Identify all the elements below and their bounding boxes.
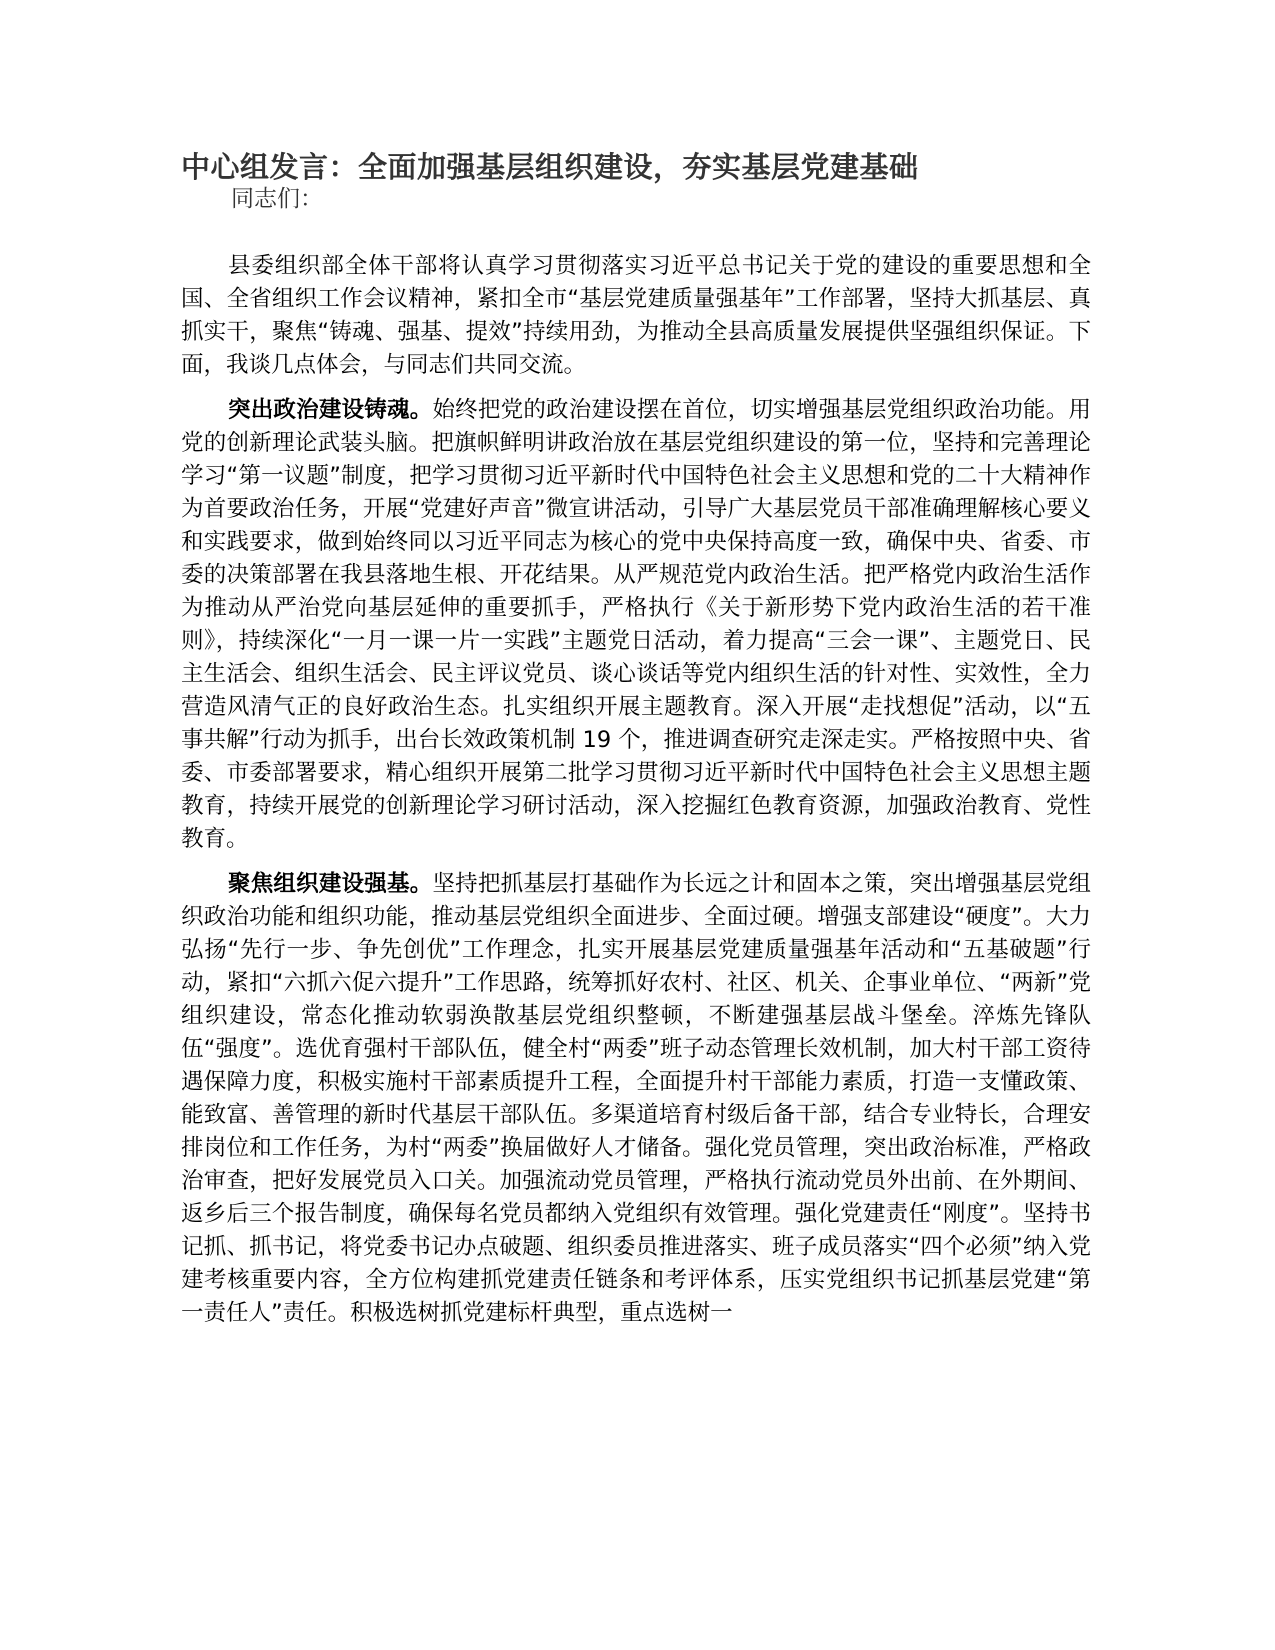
section-political-heading: 突出政治建设铸魂。 bbox=[228, 397, 433, 423]
salutation: 同志们： bbox=[231, 186, 323, 212]
section-political-paragraph bbox=[181, 394, 1091, 856]
document-page bbox=[181, 150, 1091, 1330]
section-organization-heading: 聚焦组织建设强基。 bbox=[228, 871, 433, 897]
section-organization-text: 坚持把抓基层打基础作为长远之计和固本之策，突出增强基层党组织政治功能和组织功能，推动基层党组织全面进步、全面过硬。增强支部建设“硬度”。大力弘扬“先行一步、争先创优”工作理念，扎实开展基层党建质量强基年活动和“五基破题”行动，紧扣“六抓六促六提升”工作思路，统筹抓好农村、社区、机关、企事业单位、“两新”党组织建设，常态化推动软弱涣散基层党组织整顿，不断建强基层战斗堡垒。淬炼先锋队伍“强度”。选优育强村干部队伍，健全村“两委”班子动态管理长效机制，加大村干部工资待遇保障力度，积极实施村干部素质提升工程，全面提升村干部能力素质，打造一支懂政策、能致富、善管理的新时代基层干部队伍。多渠道培育村级后备干部，结合专业特长，合理安排岗位和工作任务，为村“两委”换届做好人才储备。强化党员管理，突出政治标准，严格政治审查，把好发展党员入口关。加强流动党员管理，严格执行流动党员外出前、在外期间、返乡后三个报告制度，确保每名党员都纳入党组织有效管理。强化党建责任“刚度”。坚持书记抓、抓书记，将党委书记办点破题、组织委员推进落实、班子成员落实“四个必须”纳入党建考核重要内容，全方位构建抓党建责任链条和考评体系，压实党组织书记抓基层党建“第一责任人”责任。积极选树抓党建标杆典型，重点选树一 bbox=[181, 871, 1091, 1326]
section-organization-paragraph bbox=[181, 868, 1091, 1330]
section-political-text: 始终把党的政治建设摆在首位，切实增强基层党组织政治功能。用党的创新理论武装头脑。把旗帜鲜明讲政治放在基层党组织建设的第一位，坚持和完善理论学习“第一议题”制度，把学习贯彻习近平新时代中国特色社会主义思想和党的二十大精神作为首要政治任务，开展“党建好声音”微宣讲活动，引导广大基层党员干部准确理解核心要义和实践要求，做到始终同以习近平同志为核心的党中央保持高度一致，确保中央、省委、市委的决策部署在我县落地生根、开花结果。从严规范党内政治生活。把严格党内政治生活作为推动从严治党向基层延伸的重要抓手，严格执行《关于新形势下党内政治生活的若干准则》，持续深化“一月一课一片一实践”主题党日活动，着力提高“三会一课”、主题党日、民主生活会、组织生活会、民主评议党员、谈心谈话等党内组织生活的针对性、实效性，全力营造风清气正的良好政治生态。扎实组织开展主题教育。深入开展“走找想促”活动，以“五事共解”行动为抓手，出台长效政策机制 19 个，推进调查研究走深走实。严格按照中央、省委、市委部署要求，精心组织开展第二批学习贯彻习近平新时代中国特色社会主义思想主题教育，持续开展党的创新理论学习研讨活动，深入挖掘红色教育资源，加强政治教育、党性教育。 bbox=[181, 397, 1091, 852]
document-title: 中心组发言：全面加强基层组织建设，夯实基层党建基础 bbox=[181, 150, 919, 184]
intro-paragraph: 县委组织部全体干部将认真学习贯彻落实习近平总书记关于党的建设的重要思想和全国、全省组织工作会议精神，紧扣全市“基层党建质量强基年”工作部署，坚持大抓基层、真抓实干，聚焦“铸魂、强基、提效”持续用劲，为推动全县高质量发展提供坚强组织保证。下面，我谈几点体会，与同志们共同交流。 bbox=[181, 253, 1091, 378]
